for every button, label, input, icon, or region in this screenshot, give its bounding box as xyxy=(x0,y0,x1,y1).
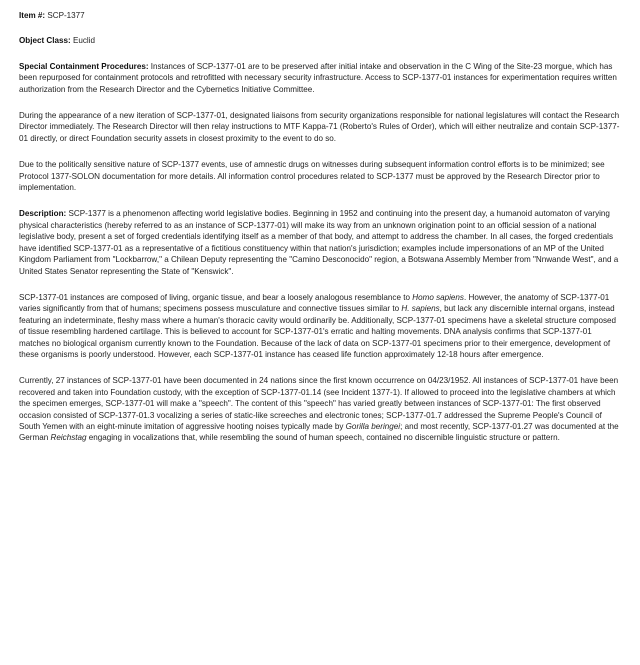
object-class-value: Euclid xyxy=(72,36,96,46)
containment-procedures-text-1: Instances of SCP-1377-01 are to be preserved after initial intake and observation in the C Wing of the Site-23 morgue, which has been repurposed for containment protocols and retrofitted with necessary security infrastructure. Access to SCP-1377-01 instances for experimentation requires written authorization from the Research Director and the Cybernetics Initiative Committee. xyxy=(19,61,617,94)
species-name-gorilla-beringei: Gorilla beringei xyxy=(345,421,401,431)
containment-procedures-paragraph-2: During the appearance of a new iteration of SCP-1377-01, designated liaisons from security organizations responsible for national legislatures will contact the Research Director immediately. The Research Director will then relay instructions to MTF Kappa-71 (Roberto's Rules of Order), which will either neutralize and contain SCP-1377-01 directly, or direct Foundation security assets in closest proximity to the event to do so. xyxy=(19,111,620,143)
description-text-1: SCP-1377 is a phenomenon affecting world legislative bodies. Beginning in 1952 and continuing into the present day, a humanoid automaton of varying physical characteristics (hereby referred to as an instance of SCP-1377-01) will make its way from an unknown origination point to an official session of a national legislative body, present a set of forged credentials identifying itself as a member of that body, and attempt to address the chamber. In all cases, the forged credentials have identified SCP-1377-01 as a representative of a fictitious constituency within that nation's jurisdiction; examples include impersonations of an MP of the United Kingdom Parliament from "Lockbarrow," a Chilean Deputy representing the "Camino Desconocido" region, a Botswana Assembly Member from "Nnwande West", and a United States Senator representing the State of "Kenswick". xyxy=(19,209,619,276)
object-class-label: Object Class: xyxy=(19,36,71,46)
description-paragraph-2 xyxy=(19,292,622,360)
description-text-2b: . However, the anatomy of SCP-1377-01 varies significantly from that of humans; specimens possess musculature and connective tissues similar to xyxy=(19,292,610,314)
description-text-2a: SCP-1377-01 instances are composed of living, organic tissue, and bear a loosely analogous resemblance to xyxy=(19,292,413,302)
description-text-3a: Currently, 27 instances of SCP-1377-01 have been documented in 24 nations since the first known occurrence on 04/23/1952. All instances of SCP-1377-01 have been recovered and taken into Foundation custody, with the exception of SCP-1377-01.14 (see Incident 1377-1). If allowed to proceed into the legislative chambers at which the specimen emerges, SCP-1377-01 will make a "speech". The content of this "speech" has varied greatly between instances of SCP-1377-01: The first observed occasion consisted of SCP-1377-01.3 vocalizing a series of static-like screeches and electronic tones; SCP-1377-01.7 addressed the Supreme People's Council of South Yemen with an eight-minute imitation of aggressive hooting noises typically made by xyxy=(19,376,619,431)
description-paragraph-3 xyxy=(19,375,622,443)
item-number-label: Item #: xyxy=(19,11,46,20)
containment-procedures-label: Special Containment Procedures: xyxy=(19,61,149,71)
containment-procedures-paragraph-3: Due to the politically sensitive nature of SCP-1377 events, use of amnestic drugs on witnesses during subsequent information control efforts is to be minimized; see Protocol 1377-SOLON documentation for more details. All information control procedures related to SCP-1377 must be approved by the Research Director prior to implementation. xyxy=(19,160,605,193)
containment-procedures-paragraph-1 xyxy=(19,61,622,95)
description-text-3c: engaging in vocalizations that, while resembling the sound of human speech, contained no discernible linguistic structure or pattern. xyxy=(86,433,560,443)
description-label: Description: xyxy=(19,209,67,219)
item-number-value: SCP-1377 xyxy=(47,11,85,20)
item-number-field xyxy=(19,10,622,21)
description-text-2c: , but lack any discernible internal organs, instead featuring an indeterminate, fleshy mass where a human's thoracic cavity would ordinarily be. Additionally, SCP-1377-01 specimens have a skeletal structure composed of tissue resembling hardened cartilage. This is believed to account for SCP-1377-01's erratic and halting movements. DNA analysis confirms that SCP-1377-01 matches no biological organism currently known to the Foundation. Because of the lack of data on SCP-1377-01 specimens prior to their emergence, development of these organisms is poorly understood. However, each SCP-1377-01 instance has ceased life function approximately 12-18 hours after emergence. xyxy=(19,304,617,359)
reichstag-name: Reichstag xyxy=(50,433,87,443)
species-name-homo-sapiens: Homo sapiens xyxy=(412,292,464,302)
description-paragraph-1 xyxy=(19,208,622,276)
object-class-field xyxy=(19,35,622,46)
species-name-h-sapiens: H. sapiens xyxy=(401,304,440,314)
description-text-3b: ; and most recently, SCP-1377-01.27 was documented at the German xyxy=(19,421,619,443)
